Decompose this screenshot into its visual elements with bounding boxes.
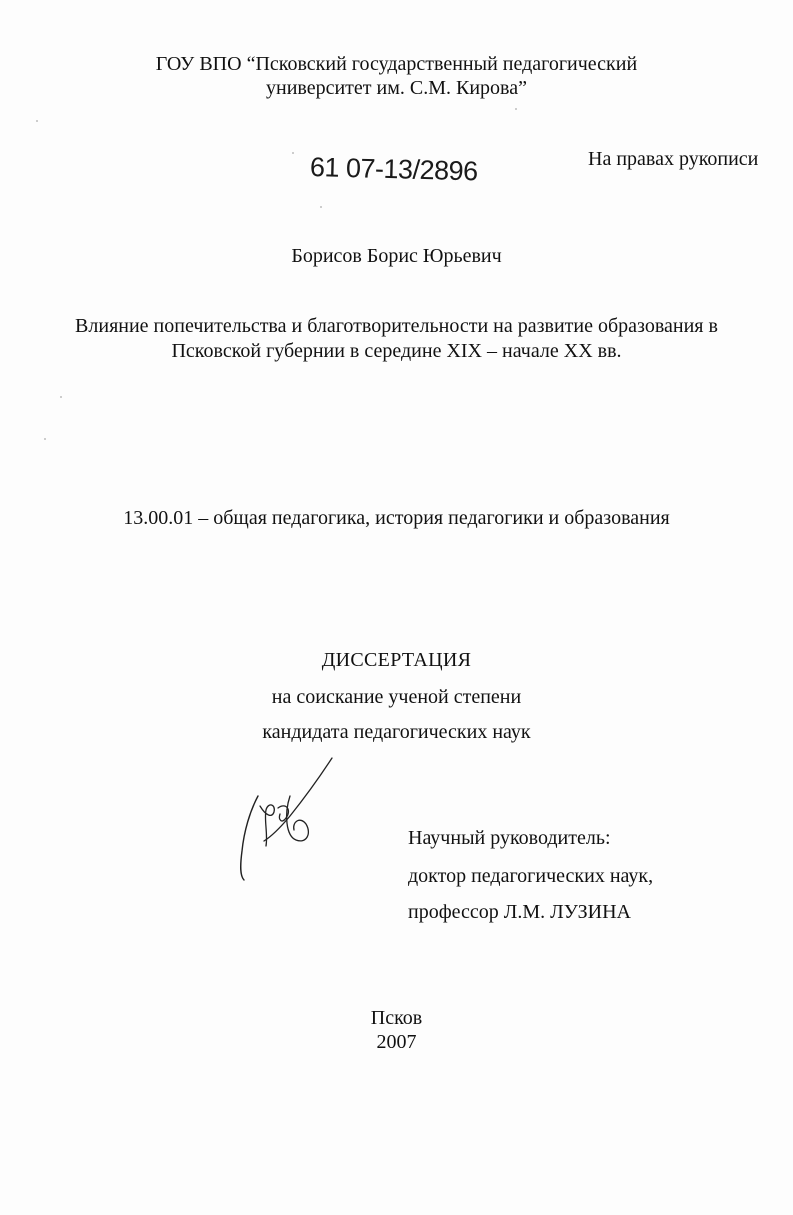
scan-speck — [320, 206, 322, 208]
scan-speck — [292, 152, 294, 154]
supervisor-name: профессор Л.М. ЛУЗИНА — [408, 901, 631, 923]
scan-speck — [36, 120, 38, 122]
degree-line-1: на соискание ученой степени — [271, 686, 522, 708]
scan-speck — [515, 108, 517, 110]
city: Псков — [370, 1007, 423, 1029]
year: 2007 — [376, 1031, 417, 1053]
registration-stamp-number: 61 07-13/2896 — [309, 152, 478, 187]
institution-line-2: университет им. С.М. Кирова” — [265, 77, 527, 99]
rights-note: На правах рукописи — [588, 148, 759, 170]
degree-line-2: кандидата педагогических наук — [262, 721, 531, 743]
handwritten-signature — [232, 756, 342, 886]
thesis-title-line-2: Псковской губернии в середине XIX – начале XX вв. — [171, 340, 622, 362]
thesis-title-line-1: Влияние попечительства и благотворительности на развитие образования в — [75, 315, 718, 337]
institution-line-1: ГОУ ВПО “Псковский государственный педагогический — [155, 53, 638, 75]
supervisor-degree: доктор педагогических наук, — [408, 865, 654, 887]
supervisor-label: Научный руководитель: — [408, 827, 611, 849]
author-name: Борисов Борис Юрьевич — [291, 245, 502, 267]
scan-speck — [44, 438, 46, 440]
dissertation-heading: ДИССЕРТАЦИЯ — [321, 649, 472, 671]
scan-speck — [60, 396, 62, 398]
specialty-code: 13.00.01 – общая педагогика, история педагогики и образования — [123, 507, 670, 529]
